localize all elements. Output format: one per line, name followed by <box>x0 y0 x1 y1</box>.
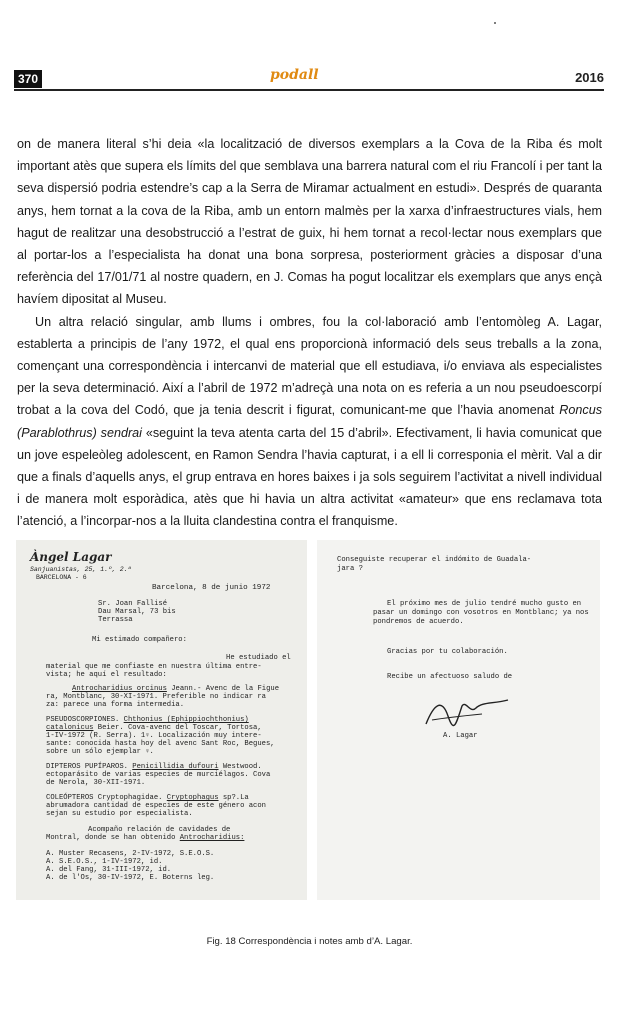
letter-left-image <box>16 540 307 900</box>
figure-caption: Fig. 18 Correspondència i notes amb d’A. Lagar. <box>206 936 413 947</box>
page-number: 370 <box>14 70 42 88</box>
letter-line: Gracias por tu colaboración. <box>387 648 508 656</box>
page-speck <box>494 22 496 24</box>
paragraph-2: Un altra relació singular, amb llums i ombres, fou la col·laboració amb l’entomòleg A. Lagar, establerta a principis de l’any 1972, el qual ens proporcionà informació dels seus treballs a la zona, començant una correspondència i intercanvi de material que ell estudiava, i/o enviava als especialistes per la seva determinació. Així a l’abril de 1972 m’adreçà una nota on es referia a un nou pseudoescorpí trobat a la cova del Codó, que ja tenia descrit i figurat, comunicant-me que l’havia anomenat Roncus (Parablothrus) sendrai «seguint la teva atenta carta del 15 d’abril». Efectivament, li havia comunicat que un jove espeleòleg adolescent, en Ramon Sendra l’havia capturat, i a ell li corresponia el mèrit. Val a dir que a finals d’aquells anys, el grup entrava en hores baixes i ja sols seguirem l’activitat a nivell individual i de manera molt esporàdica, atès que hi havia un altra activitat «amateur» que ens reclamava tota l’atenció, a l’incorpar-nos a la lluita clandestina contra el franquisme. <box>17 314 602 529</box>
letter-line: Montral, donde se han obtenido Antrocharidius: <box>46 834 245 842</box>
letter-line: ra, Montblanc, 30-XI-1971. Preferible no indicar ra <box>46 693 266 701</box>
letter-line: Conseguiste recuperar el indómito de Guadala- <box>337 556 532 564</box>
letterhead-address: Sanjuanistas, 25, 1.º, 2.ª <box>30 566 132 573</box>
article-body <box>17 133 602 533</box>
header-rule <box>14 89 604 91</box>
letter-line: sobre un sólo ejemplar ♀. <box>46 748 154 756</box>
letter-right-image <box>317 540 600 900</box>
letter-line: sejan su estudio por especialista. <box>46 810 193 818</box>
cave-record: A. del Fang, 31-III-1972, id. <box>46 866 172 874</box>
letter-line: He estudiado el <box>226 654 291 662</box>
recipient-line: Terrassa <box>98 616 133 624</box>
letter-line: El próximo mes de julio tendré mucho gusto en <box>387 600 582 608</box>
letter-line: ectoparásito de varias especies de murciélagos. Cova <box>46 771 271 779</box>
letter-line: Acompaño relación de cavidades de <box>88 826 231 834</box>
letter-line: za: parece una forma intermedia. <box>46 701 185 709</box>
cave-record: A. S.E.O.S., 1-IV-1972, id. <box>46 858 163 866</box>
letter-line: 1-IV-1972 (R. Serra). 1♀. Localización muy intere- <box>46 732 262 740</box>
letter-line: de Nerola, 30-XII-1971. <box>46 779 146 787</box>
letter-line: pasar un domingo con vosotros en Montblanc; ya nos <box>373 609 589 617</box>
letter-line: COLEÓPTEROS Cryptophagidae. Cryptophagus sp?.La <box>46 794 249 802</box>
letterhead-name: Àngel Lagar <box>30 550 112 564</box>
letter-line: vista; he aquí el resultado: <box>46 671 167 679</box>
recipient-line: Sr. Joan Fallisé <box>98 600 168 608</box>
cave-record: A. Muster Recasens, 2-IV-1972, S.E.O.S. <box>46 850 215 858</box>
letter-date: Barcelona, 8 de junio 1972 <box>152 584 271 592</box>
letter-line: catalonicus Beier. Cova-avenc del Toscar, Tortosa, <box>46 724 262 732</box>
journal-logo: podall <box>270 67 319 83</box>
letter-greeting: Mi estimado compañero: <box>92 636 187 644</box>
journal-year: 2016 <box>575 70 604 85</box>
letter-line: Recibe un afectuoso saludo de <box>387 673 513 681</box>
page-header <box>14 67 604 91</box>
figure-18 <box>16 540 601 900</box>
letter-line: DIPTEROS PUPÍPAROS. Penicillidia dufouri Westwood. <box>46 763 262 771</box>
species-name: Roncus (Parablothrus) sendrai <box>17 403 602 440</box>
letter-line: jara ? <box>337 565 363 573</box>
paragraph-1: on de manera literal s’hi deia «la localització de diversos exemplars a la Cova de la Riba és molt important atès que supera els límits del que semblava una barrera natural com el riu Francolí i per tant la seva dispersió podria estendre’s cap a la Serra de Miramar actualment en estudi». Després de quaranta anys, hem tornat a la cova de la Riba, amb un entorn malmès per la xarxa d’infraestructures vials, hem hagut de realitzar una desobstrucció a l’estrat de guix, hi hem tornat a recol·lectar nous exemplars que al portar-los a l’especialista ha donat una bona sorpresa, posteriorment gràcies a disposar d’una referència del 17/01/71 al nostre quadern, en J. Comas ha pogut localitzar els exemplars que anys ençà havíem dipositat al Museu. <box>17 137 602 307</box>
letter-line: sante: conocida hasta hoy del avenc Sant Roc, Begues, <box>46 740 275 748</box>
letter-line: PSEUDOSCORPIONES. Chthonius (Ephippiochthonius) <box>46 716 249 724</box>
recipient-line: Dau Marsal, 73 bis <box>98 608 176 616</box>
letter-line: pondremos de acuerdo. <box>373 618 464 626</box>
letter-line: Antrocharidius orcinus Jeann.- Avenc de la Figue <box>72 685 280 693</box>
letterhead-city: BARCELONA - 6 <box>36 574 87 581</box>
handwritten-signature <box>422 694 512 730</box>
signature-name: A. Lagar <box>443 732 478 740</box>
letter-line: abrumadora cantidad de especies de este género acon <box>46 802 266 810</box>
letter-line: material que me confiaste en nuestra última entre- <box>46 663 262 671</box>
cave-record: A. de l'Os, 30-IV-1972, E. Boterns leg. <box>46 874 215 882</box>
